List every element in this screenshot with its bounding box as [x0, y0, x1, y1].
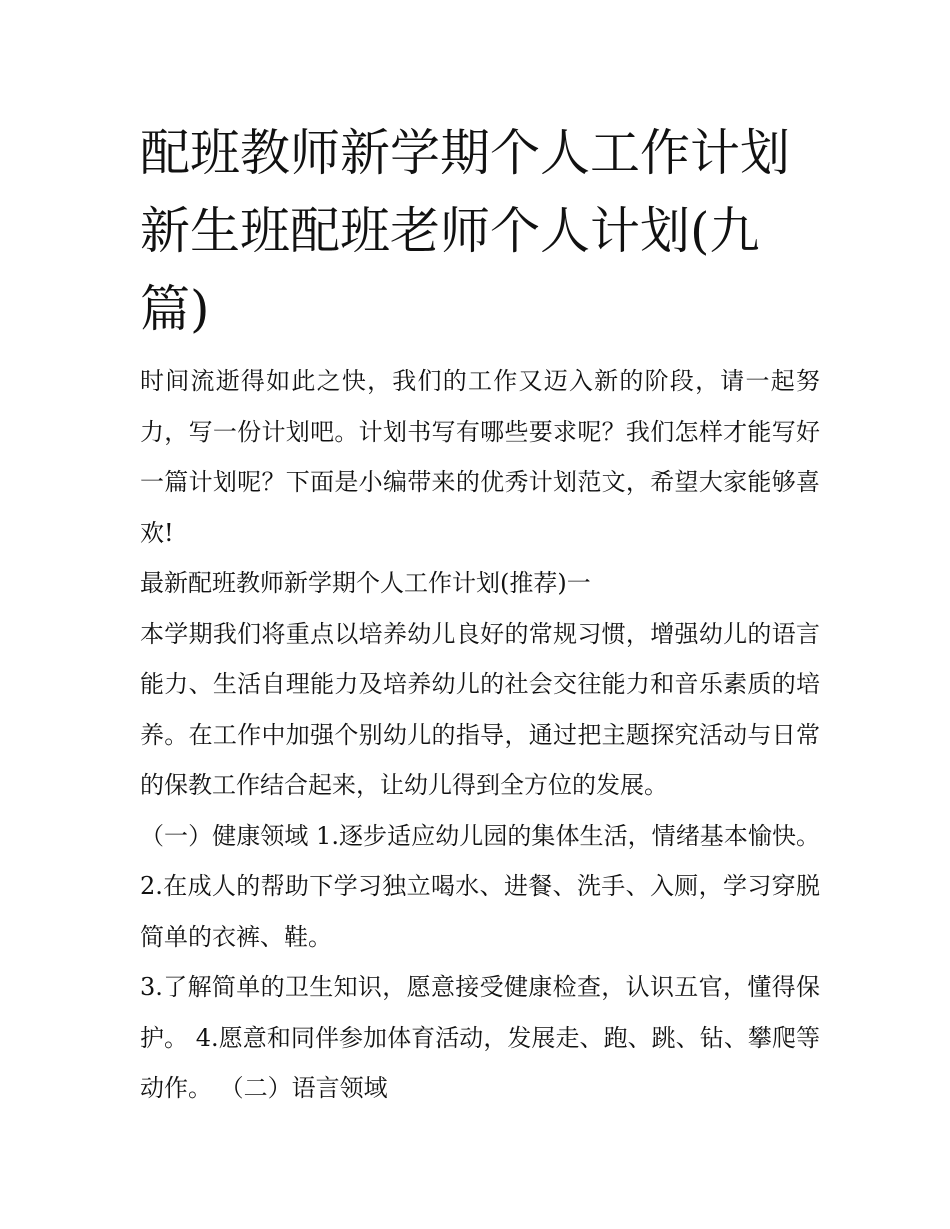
section-heading: 最新配班教师新学期个人工作计划(推荐)一 — [140, 569, 591, 597]
document-title: 配班教师新学期个人工作计划 新生班配班老师个人计划(九篇) — [140, 124, 790, 338]
body-paragraph: 本学期我们将重点以培养幼儿良好的常规习惯，增强幼儿的语言能力、生活自理能力及培养幼儿的社会交往能力和音乐素质的培养。在工作中加强个别幼儿的指导，通过把主题探究活动与日常的保教工作结合起来，让幼儿得到全方位的发展。 — [140, 619, 820, 799]
health-domain-continued-paragraph: 3.了解简单的卫生知识，愿意接受健康检查，认识五官，懂得保护。 4.愿意和同伴参加体育活动，发展走、跑、跳、钻、攀爬等动作。 （二）语言领域 — [140, 973, 820, 1102]
health-domain-paragraph: （一）健康领域 1.逐步适应幼儿园的集体生活，情绪基本愉快。 2.在成人的帮助下学习独立喝水、进餐、洗手、入厕，学习穿脱简单的衣裤、鞋。 — [140, 821, 820, 951]
document-body — [140, 356, 820, 1114]
intro-paragraph: 时间流逝得如此之快，我们的工作又迈入新的阶段，请一起努力，写一份计划吧。计划书写有哪些要求呢？我们怎样才能写好一篇计划呢？下面是小编带来的优秀计划范文，希望大家能够喜欢! — [140, 367, 820, 547]
